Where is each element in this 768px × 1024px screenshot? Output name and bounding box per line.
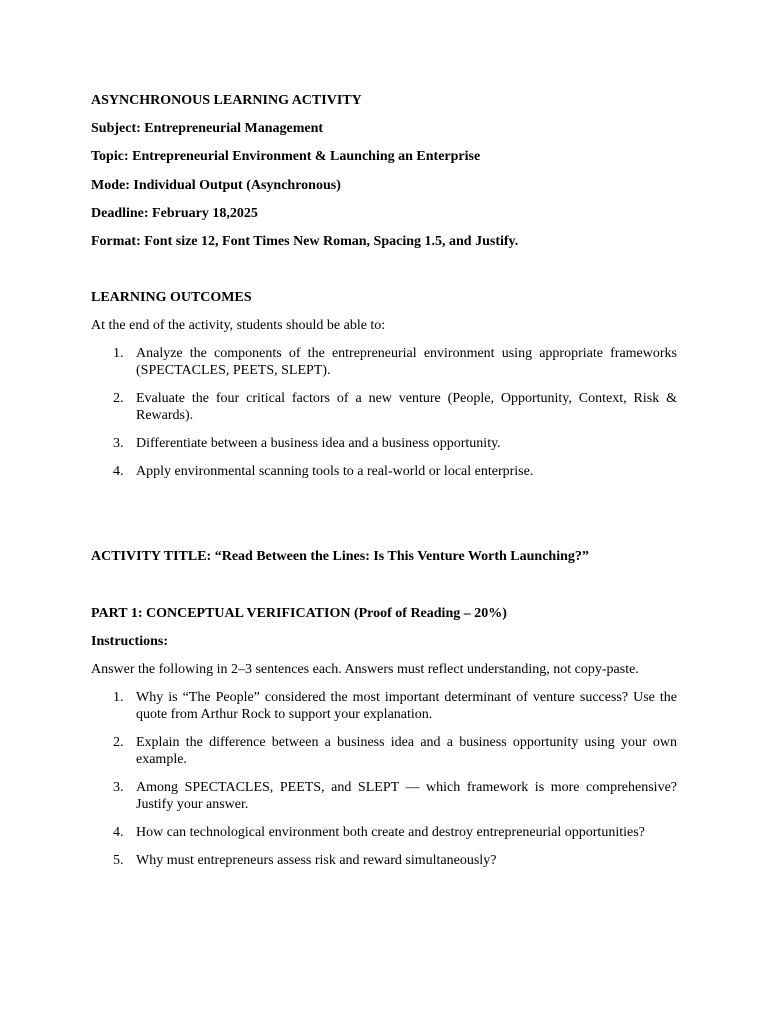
list-item-number: 1. — [113, 690, 124, 705]
learning-outcomes-list — [91, 345, 677, 480]
list-item-text: Among SPECTACLES, PEETS, and SLEPT — which framework is more comprehensive? Justify your answer. — [136, 780, 677, 812]
list-item — [91, 734, 677, 768]
list-item — [91, 435, 677, 452]
list-item-text: Differentiate between a business idea and a business opportunity. — [136, 436, 501, 451]
part1-heading: PART 1: CONCEPTUAL VERIFICATION (Proof of Reading – 20%) — [91, 606, 507, 621]
list-item-text: Why must entrepreneurs assess risk and reward simultaneously? — [136, 853, 497, 868]
activity-title: ACTIVITY TITLE: “Read Between the Lines: Is This Venture Worth Launching?” — [91, 549, 589, 564]
list-item — [91, 852, 677, 869]
list-item-text: How can technological environment both create and destroy entrepreneurial opportunities? — [136, 825, 645, 840]
list-item-text: Evaluate the four critical factors of a new venture (People, Opportunity, Context, Risk & Rewards). — [136, 391, 677, 423]
document-title: ASYNCHRONOUS LEARNING ACTIVITY — [91, 93, 362, 108]
part1-questions-list — [91, 689, 677, 869]
list-item — [91, 689, 677, 723]
learning-outcomes-heading: LEARNING OUTCOMES — [91, 290, 252, 305]
deadline-line: Deadline: February 18,2025 — [91, 206, 258, 221]
instructions-text: Answer the following in 2–3 sentences each. Answers must reflect understanding, not copy-paste. — [91, 662, 639, 677]
list-item-number: 4. — [113, 464, 124, 479]
list-item — [91, 345, 677, 379]
list-item-text: Apply environmental scanning tools to a real-world or local enterprise. — [136, 464, 534, 479]
instructions-label: Instructions: — [91, 634, 169, 649]
subject-line: Subject: Entrepreneurial Management — [91, 121, 324, 136]
list-item — [91, 779, 677, 813]
list-item-number: 5. — [113, 853, 124, 868]
list-item-number: 2. — [113, 735, 124, 750]
list-item-number: 3. — [113, 780, 124, 795]
list-item-number: 1. — [113, 346, 124, 361]
list-item-text: Explain the difference between a business idea and a business opportunity using your own example. — [136, 735, 677, 767]
mode-line: Mode: Individual Output (Asynchronous) — [91, 178, 341, 193]
list-item-number: 3. — [113, 436, 124, 451]
learning-outcomes-intro: At the end of the activity, students should be able to: — [91, 318, 386, 333]
list-item — [91, 463, 677, 480]
list-item-number: 4. — [113, 825, 124, 840]
list-item — [91, 390, 677, 424]
list-item-number: 2. — [113, 391, 124, 406]
list-item-text: Why is “The People” considered the most important determinant of venture success? Use the quote from Arthur Rock to support your explanation. — [136, 690, 677, 722]
topic-line: Topic: Entrepreneurial Environment & Launching an Enterprise — [91, 149, 481, 164]
format-line: Format: Font size 12, Font Times New Roman, Spacing 1.5, and Justify. — [91, 234, 519, 249]
list-item-text: Analyze the components of the entrepreneurial environment using appropriate frameworks (SPECTACLES, PEETS, SLEPT). — [136, 346, 677, 378]
list-item — [91, 824, 677, 841]
